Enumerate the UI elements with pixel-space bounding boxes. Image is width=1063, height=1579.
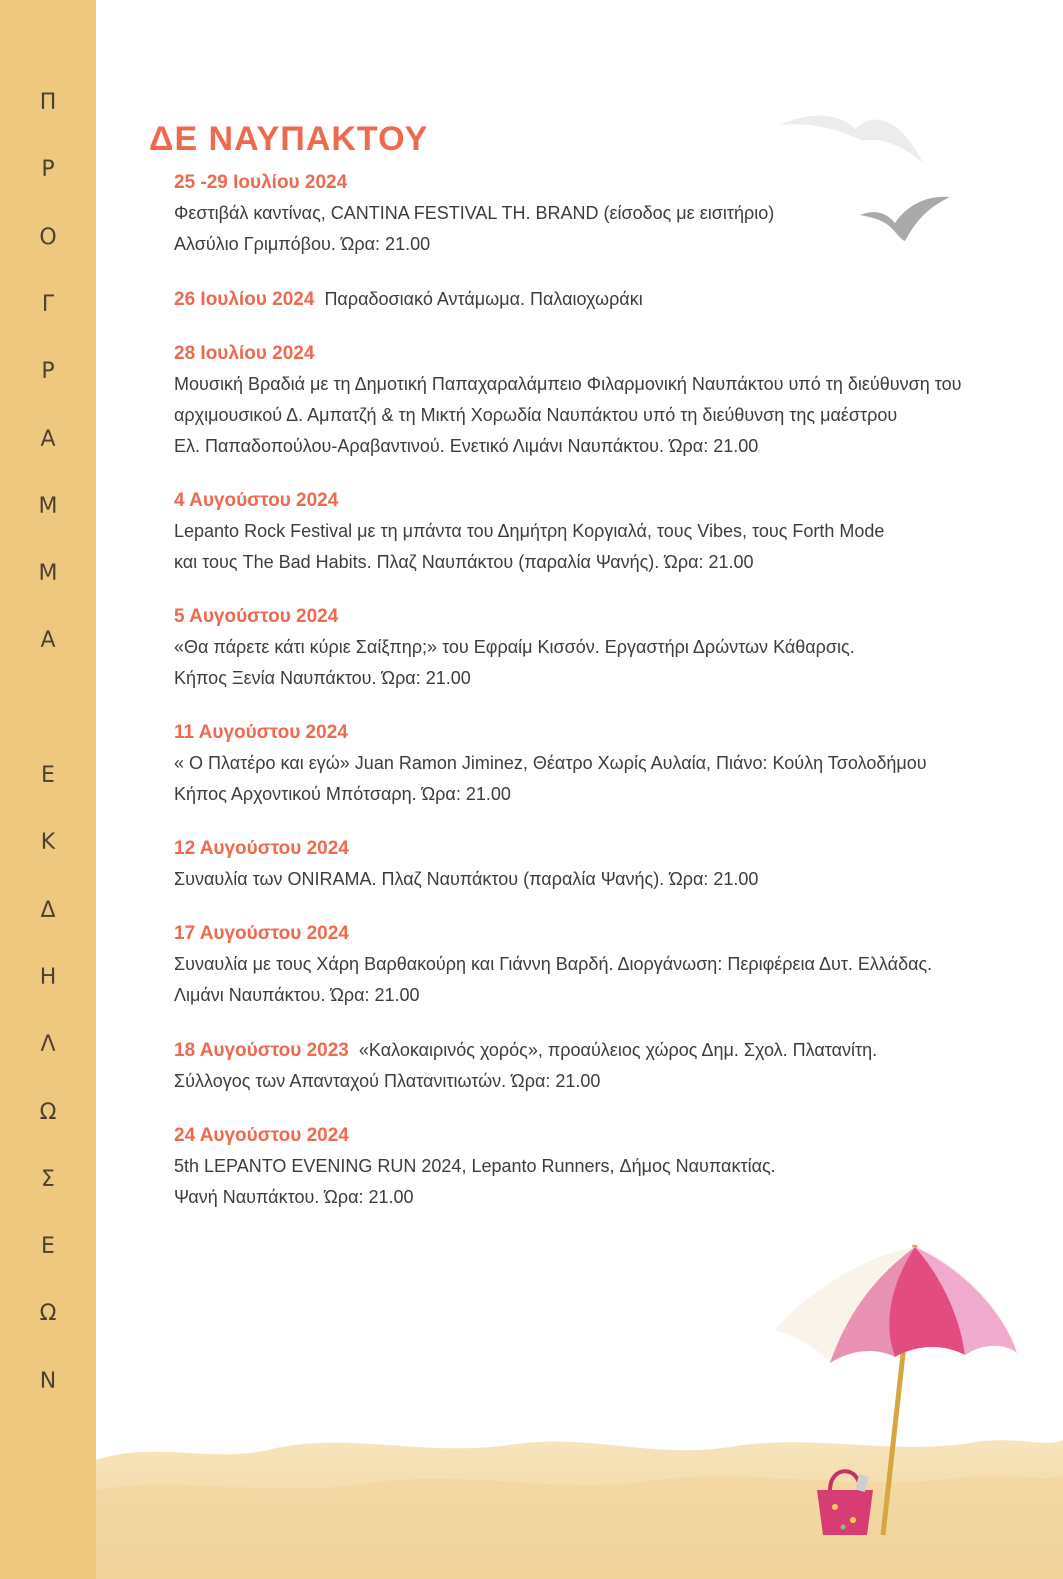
sidebar-letter: Ε [41, 763, 55, 788]
event-description [174, 1151, 1034, 1213]
event-description [174, 516, 1034, 578]
sidebar-letter: Μ [38, 493, 58, 519]
sidebar-letter: Ω [39, 1301, 57, 1327]
event-date-line [174, 1121, 1034, 1151]
event-description-line: Φεστιβάλ καντίνας, CANTINA FESTIVAL TH. BRAND (είσοδος με εισιτήριο) [174, 203, 775, 223]
event-description-line: « Ο Πλατέρο και εγώ» Juan Ramon Jiminez, Θέατρο Χωρίς Αυλαία, Πιάνο: Κούλη Τσολοδήμου [174, 753, 927, 773]
event-description-line: αρχιμουσικού Δ. Αμπατζή & τη Μικτή Χορωδία Ναυπάκτου υπό τη διεύθυνση της μαέστρου [174, 405, 898, 425]
beach-umbrella-icon [765, 1235, 1020, 1570]
sidebar-letter: Ο [39, 224, 57, 250]
event-item [174, 602, 1034, 694]
sidebar-letter: Ρ [41, 157, 55, 183]
event-description-line: Κήπος Αρχοντικού Μπότσαρη. Ώρα: 21.00 [174, 784, 511, 804]
sidebar-letter: Ν [39, 1368, 57, 1394]
event-date: 5 Αυγούστου 2024 [174, 606, 339, 627]
event-description-line: Κήπος Ξενία Ναυπάκτου. Ώρα: 21.00 [174, 668, 471, 688]
event-date-line [174, 486, 1034, 516]
event-date-line [174, 919, 1034, 949]
event-item [174, 919, 1034, 1011]
event-item [174, 486, 1034, 578]
event-item [174, 1121, 1034, 1213]
event-date: 17 Αυγούστου 2024 [174, 923, 349, 944]
event-description-line: Μουσική Βραδιά με τη Δημοτική Παπαχαραλάμπειο Φιλαρμονική Ναυπάκτου υπό τη διεύθυνση του [174, 374, 962, 394]
event-description [174, 748, 1034, 810]
event-description [174, 949, 1034, 1011]
event-item [174, 718, 1034, 810]
event-item [174, 284, 1034, 315]
sidebar-letter: Α [40, 628, 56, 654]
event-item [174, 168, 1034, 260]
beach-bag-icon [817, 1471, 873, 1535]
sidebar-letter: Μ [38, 561, 58, 587]
sidebar-letter: Ρ [41, 359, 55, 385]
event-date: 26 Ιουλίου 2024 [174, 289, 315, 310]
event-date-line [174, 834, 1034, 864]
event-date-line [174, 602, 1034, 632]
event-description-line: Λιμάνι Ναυπάκτου. Ώρα: 21.00 [174, 985, 420, 1005]
event-description [174, 864, 1034, 895]
event-date: 12 Αυγούστου 2024 [174, 838, 349, 859]
event-description [174, 632, 1034, 694]
event-description-line: Αλσύλιο Γριμπόβου. Ώρα: 21.00 [174, 234, 431, 254]
event-description-line: Lepanto Rock Festival με τη μπάντα του Δημήτρη Κοργιαλά, τους Vibes, τους Forth Mode [174, 521, 885, 541]
sidebar-letter: Σ [41, 1166, 55, 1192]
vertical-program-title [0, 0, 96, 1579]
event-item [174, 834, 1034, 895]
event-description-line: και τους The Bad Habits. Πλαζ Ναυπάκτου (παραλία Ψανής). Ώρα: 21.00 [174, 552, 754, 572]
event-date: 11 Αυγούστου 2024 [174, 722, 348, 743]
event-date-line [174, 339, 1034, 369]
sidebar-letter: Ω [39, 1099, 57, 1125]
page-title: ΔΕ ΝΑΥΠΑΚΤΟΥ [149, 120, 429, 158]
sidebar-letter: Η [39, 964, 57, 990]
event-description-line: Συναυλία με τους Χάρη Βαρθακούρη και Γιάννη Βαρδή. Διοργάνωση: Περιφέρεια Δυτ. Ελλάδας. [174, 954, 933, 974]
event-date: 28 Ιουλίου 2024 [174, 343, 315, 364]
event-item [174, 339, 1034, 462]
event-description-line: Ψανή Ναυπάκτου. Ώρα: 21.00 [174, 1187, 414, 1207]
event-date: 4 Αυγούστου 2024 [174, 490, 339, 511]
event-description-line: «Θα πάρετε κάτι κύριε Σαίξπηρ;» του Εφραίμ Κισσόν. Εργαστήρι Δρώντων Κάθαρσις. [174, 637, 855, 657]
event-date-line [174, 284, 1034, 315]
event-item [174, 1035, 1034, 1097]
event-date: 24 Αυγούστου 2024 [174, 1125, 349, 1146]
event-date-line [174, 168, 1034, 198]
events-list [174, 168, 1034, 1237]
event-description [174, 198, 1034, 260]
sidebar-letter: Γ [41, 291, 55, 317]
event-inline-description: Παραδοσιακό Αντάμωμα. Παλαιοχωράκι [324, 289, 643, 309]
event-description [174, 369, 1034, 462]
event-description [174, 1066, 1034, 1097]
event-date: 25 -29 Ιουλίου 2024 [174, 172, 348, 193]
event-description-line: Ελ. Παπαδοπούλου-Αραβαντινού. Ενετικό Λιμάνι Ναυπάκτου. Ώρα: 21.00 [174, 436, 759, 456]
event-date: 18 Αυγούστου 2023 [174, 1040, 349, 1061]
sidebar-letter: Λ [40, 1032, 56, 1058]
sidebar-letter: Κ [40, 830, 56, 856]
event-date-line [174, 1035, 1034, 1066]
event-description-line: 5th LEPANTO EVENING RUN 2024, Lepanto Runners, Δήμος Ναυπακτίας. [174, 1156, 776, 1176]
sidebar-letter: Π [39, 90, 57, 115]
event-description-line: Σύλλογος των Απανταχού Πλατανιτιωτών. Ώρα: 21.00 [174, 1071, 601, 1091]
sidebar-letter: Ε [41, 1234, 55, 1260]
event-inline-description: «Καλοκαιρινός χορός», προαύλειος χώρος Δημ. Σχολ. Πλατανίτη. [358, 1040, 878, 1060]
event-date-line [174, 718, 1034, 748]
sidebar-letter: Δ [40, 897, 56, 923]
sidebar-letter: Α [40, 426, 56, 452]
event-description-line: Συναυλία των ONIRAMA. Πλαζ Ναυπάκτου (παραλία Ψανής). Ώρα: 21.00 [174, 869, 759, 889]
